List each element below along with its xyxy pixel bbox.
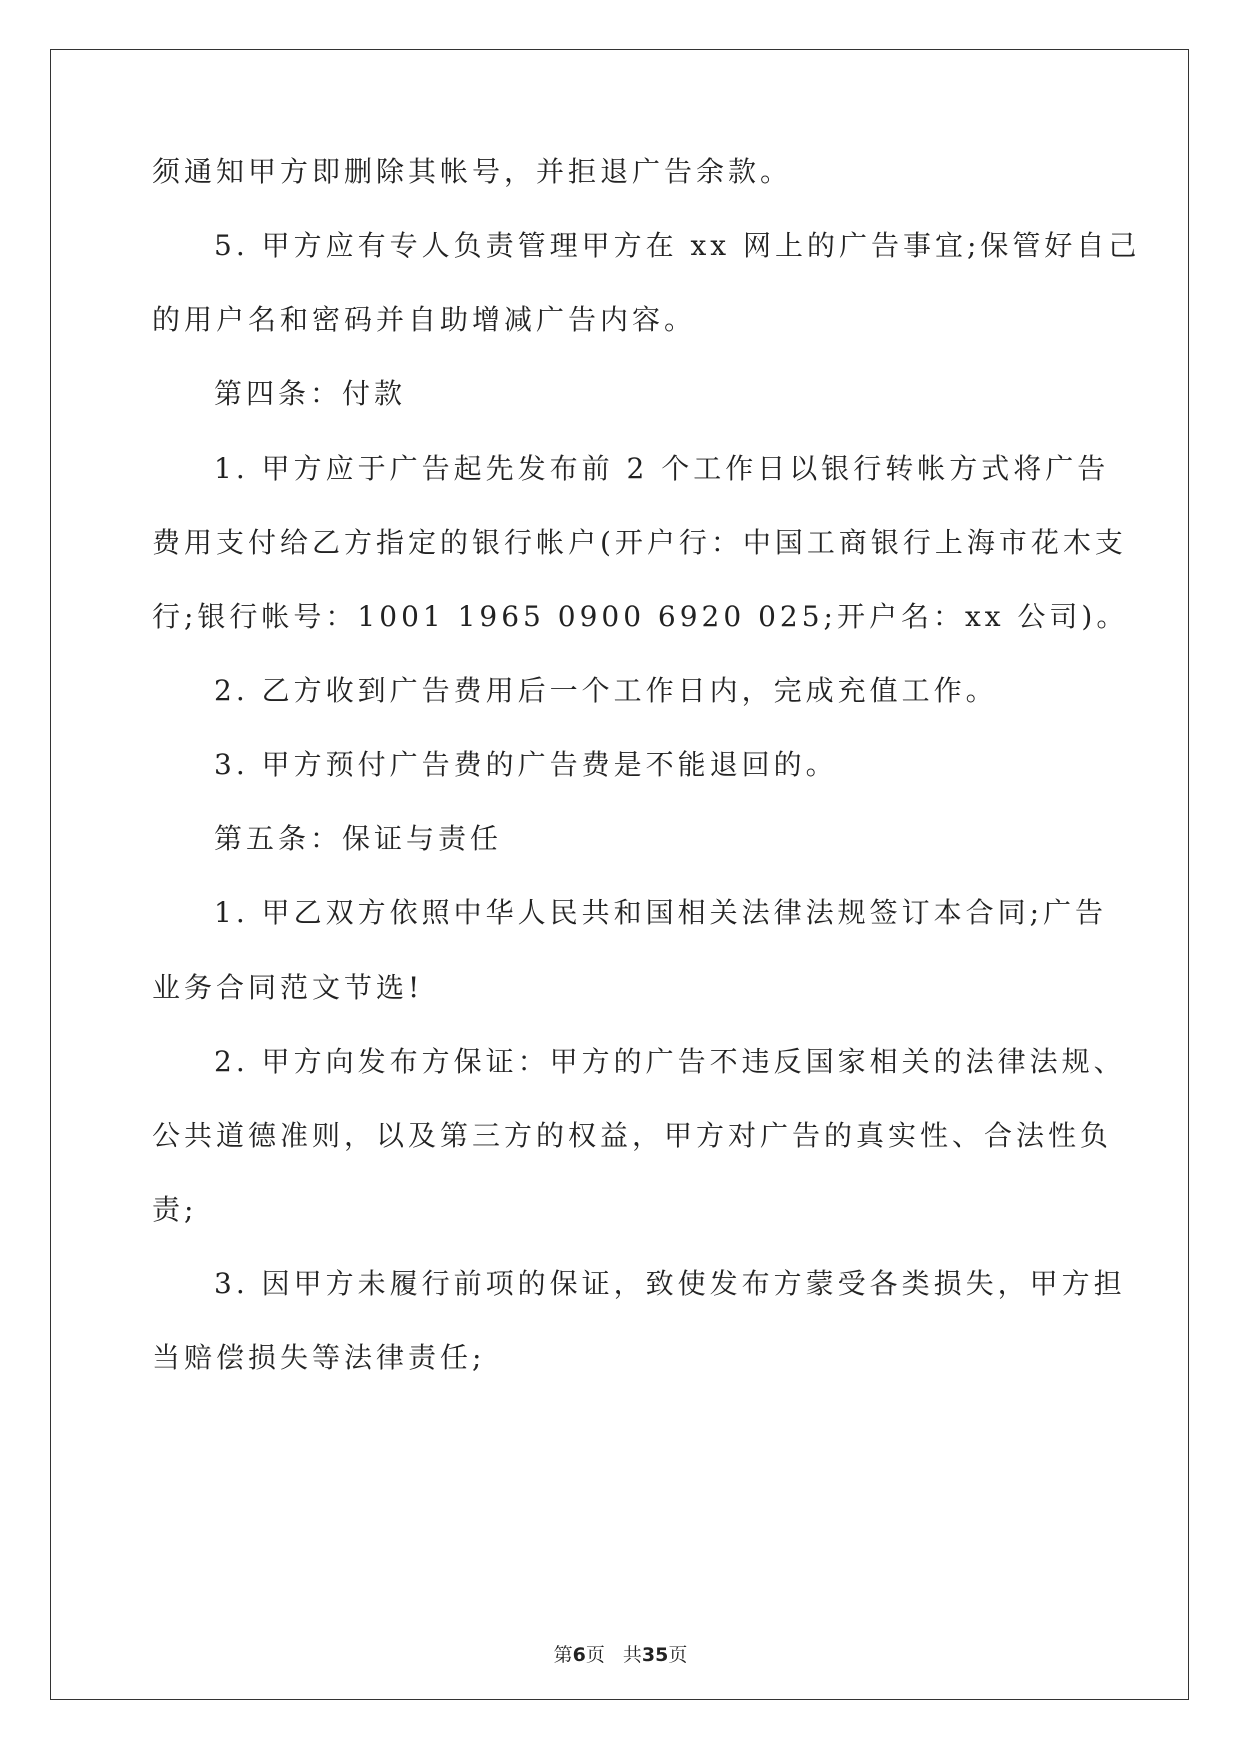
page-footer	[0, 1640, 1241, 1667]
text-line: 公共道德准则，以及第三方的权益，甲方对广告的真实性、合法性负	[152, 1119, 1113, 1152]
text-line: 须通知甲方即删除其帐号，并拒退广告余款。	[152, 155, 793, 188]
text-line: 1. 甲方应于广告起先发布前 2 个工作日以银行转帐方式将广告	[214, 452, 1110, 485]
text-line: 的用户名和密码并自助增减广告内容。	[152, 303, 697, 336]
text-line: 5. 甲方应有专人负责管理甲方在 xx 网上的广告事宜;保管好自己	[214, 229, 1141, 262]
text-line: 当赔偿损失等法律责任;	[152, 1341, 486, 1374]
text-line: 费用支付给乙方指定的银行帐户(开户行：中国工商银行上海市花木支	[152, 526, 1127, 559]
page-prefix: 第	[553, 1644, 573, 1666]
text-line: 行;银行帐号：1001 1965 0900 6920 025;开户名：xx 公司)。	[152, 600, 1129, 633]
page-suffix: 页	[585, 1644, 605, 1666]
text-line: 业务合同范文节选!	[152, 971, 424, 1004]
text-line: 3. 甲方预付广告费的广告费是不能退回的。	[214, 748, 838, 781]
text-line: 2. 甲方向发布方保证：甲方的广告不违反国家相关的法律法规、	[214, 1045, 1126, 1078]
text-line: 1. 甲乙双方依照中华人民共和国相关法律法规签订本合同;广告	[214, 896, 1108, 929]
total-prefix: 共	[622, 1644, 642, 1666]
text-line: 3. 因甲方未履行前项的保证，致使发布方蒙受各类损失，甲方担	[214, 1267, 1126, 1300]
section-heading: 第四条：付款	[214, 377, 407, 410]
section-heading: 第五条：保证与责任	[214, 822, 503, 855]
total-page-number: 35	[641, 1644, 669, 1666]
text-line: 2. 乙方收到广告费用后一个工作日内，完成充值工作。	[214, 674, 998, 707]
text-line: 责;	[152, 1193, 198, 1226]
current-page-number: 6	[572, 1644, 586, 1666]
total-suffix: 页	[668, 1644, 688, 1666]
page-border	[50, 49, 1189, 1700]
